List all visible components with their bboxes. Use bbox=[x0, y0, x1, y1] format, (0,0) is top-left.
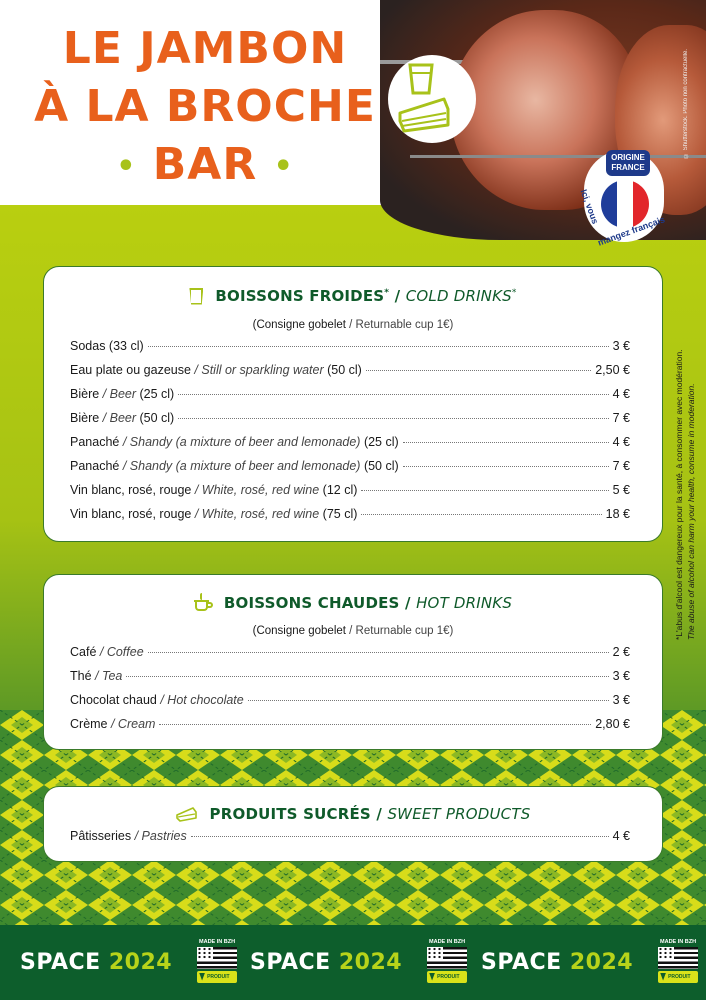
title-line-2: À LA BROCHE bbox=[34, 81, 376, 132]
list-item: Chocolat chaud / Hot chocolate 3 € bbox=[70, 693, 630, 707]
breton-flag-icon bbox=[658, 947, 698, 969]
list-item: Vin blanc, rosé, rouge / White, rosé, red wine (75 cl) 18 € bbox=[70, 507, 630, 521]
hot-cup-icon bbox=[194, 593, 212, 613]
item-price: 3 € bbox=[612, 669, 630, 683]
item-price: 4 € bbox=[612, 829, 630, 843]
item-price: 4 € bbox=[612, 435, 630, 449]
skewer-lower bbox=[410, 155, 706, 158]
hot-drinks-card bbox=[43, 574, 663, 750]
cake-slice-icon bbox=[176, 806, 198, 822]
breton-flag-icon bbox=[197, 947, 237, 969]
cold-drinks-deposit: (Consigne gobelet / Returnable cup 1€) bbox=[252, 319, 454, 331]
list-item: Sodas (33 cl) 3 € bbox=[70, 339, 630, 353]
alcohol-legal-notice bbox=[673, 320, 697, 640]
list-item: Crème / Cream 2,80 € bbox=[70, 717, 630, 731]
origin-arc-text bbox=[578, 178, 667, 248]
list-item: Vin blanc, rosé, rouge / White, rosé, red wine (12 cl) 5 € bbox=[70, 483, 630, 497]
origin-label-line1: ORIGINE bbox=[611, 153, 645, 162]
item-price: 5 € bbox=[612, 483, 630, 497]
hot-drinks-list bbox=[44, 645, 662, 741]
legal-en: The abuse of alcohol can harm your health, consume in moderation. bbox=[686, 383, 696, 640]
made-in-bzh-logo: MADE IN BZH PRODUIT bbox=[194, 939, 240, 987]
hot-drinks-header bbox=[44, 593, 662, 613]
legal-fr: *L'abus d'alcool est dangereux pour la santé, à consommer avec modération. bbox=[674, 349, 684, 640]
item-price: 18 € bbox=[605, 507, 630, 521]
space-logo: SPACE 2024 bbox=[20, 950, 173, 975]
footer-logo-group bbox=[250, 925, 470, 1000]
list-item: Thé / Tea 3 € bbox=[70, 669, 630, 683]
made-in-bzh-logo: MADE IN BZH PRODUIT bbox=[655, 939, 701, 987]
item-price: 4 € bbox=[612, 387, 630, 401]
origin-label-line2: FRANCE bbox=[611, 163, 645, 172]
sweet-products-card bbox=[43, 786, 663, 862]
breton-flag-icon bbox=[427, 947, 467, 969]
cold-drinks-list bbox=[44, 339, 662, 531]
cold-drinks-header bbox=[44, 287, 662, 305]
photo-credit: © Shutterstock. Photo non contractuelle. bbox=[683, 48, 689, 158]
list-item: Bière / Beer (25 cl) 4 € bbox=[70, 387, 630, 401]
footer-band bbox=[0, 925, 706, 1000]
title-dot-left: • bbox=[116, 149, 137, 184]
item-price: 2,80 € bbox=[595, 717, 630, 731]
list-item: Pâtisseries / Pastries 4 € bbox=[70, 829, 630, 843]
origin-arc-line2: mangez français bbox=[596, 214, 667, 248]
item-price: 7 € bbox=[612, 459, 630, 473]
origin-arc-line1: Ici, vous bbox=[578, 188, 601, 226]
title-line-3 bbox=[30, 136, 380, 196]
sweet-products-header bbox=[44, 805, 662, 823]
title-dot-right: • bbox=[273, 149, 294, 184]
title-line-1: LE JAMBON bbox=[62, 23, 348, 74]
item-price: 2 € bbox=[612, 645, 630, 659]
sweet-products-list bbox=[44, 829, 662, 853]
space-logo: SPACE 2024 bbox=[481, 950, 634, 975]
made-in-bzh-logo: MADE IN BZH PRODUIT bbox=[424, 939, 470, 987]
footer-logo-group bbox=[20, 925, 240, 1000]
footer-logo-group bbox=[481, 925, 701, 1000]
list-item: Bière / Beer (50 cl) 7 € bbox=[70, 411, 630, 425]
hot-drinks-title: BOISSONS CHAUDES / HOT DRINKS bbox=[223, 594, 513, 612]
cold-drinks-card bbox=[43, 266, 663, 542]
cup-icon bbox=[189, 288, 203, 305]
list-item: Eau plate ou gazeuse / Still or sparkling water (50 cl) 2,50 € bbox=[70, 363, 630, 377]
item-price: 7 € bbox=[612, 411, 630, 425]
origin-label bbox=[606, 150, 650, 176]
sweet-products-title: PRODUITS SUCRÉS / SWEET PRODUCTS bbox=[209, 805, 531, 823]
list-item: Panaché / Shandy (a mixture of beer and lemonade) (25 cl) 4 € bbox=[70, 435, 630, 449]
cold-drinks-title: BOISSONS FROIDES* / COLD DRINKS* bbox=[215, 287, 517, 305]
title-bar-word: BAR bbox=[152, 139, 258, 190]
list-item: Café / Coffee 2 € bbox=[70, 645, 630, 659]
item-price: 3 € bbox=[612, 339, 630, 353]
hot-drinks-deposit: (Consigne gobelet / Returnable cup 1€) bbox=[252, 625, 454, 637]
drink-and-cake-icon bbox=[388, 55, 476, 143]
cup-and-cake-icon bbox=[388, 55, 476, 143]
page-title bbox=[30, 20, 380, 196]
list-item: Panaché / Shandy (a mixture of beer and lemonade) (50 cl) 7 € bbox=[70, 459, 630, 473]
item-price: 2,50 € bbox=[595, 363, 630, 377]
space-logo: SPACE 2024 bbox=[250, 950, 403, 975]
item-price: 3 € bbox=[612, 693, 630, 707]
